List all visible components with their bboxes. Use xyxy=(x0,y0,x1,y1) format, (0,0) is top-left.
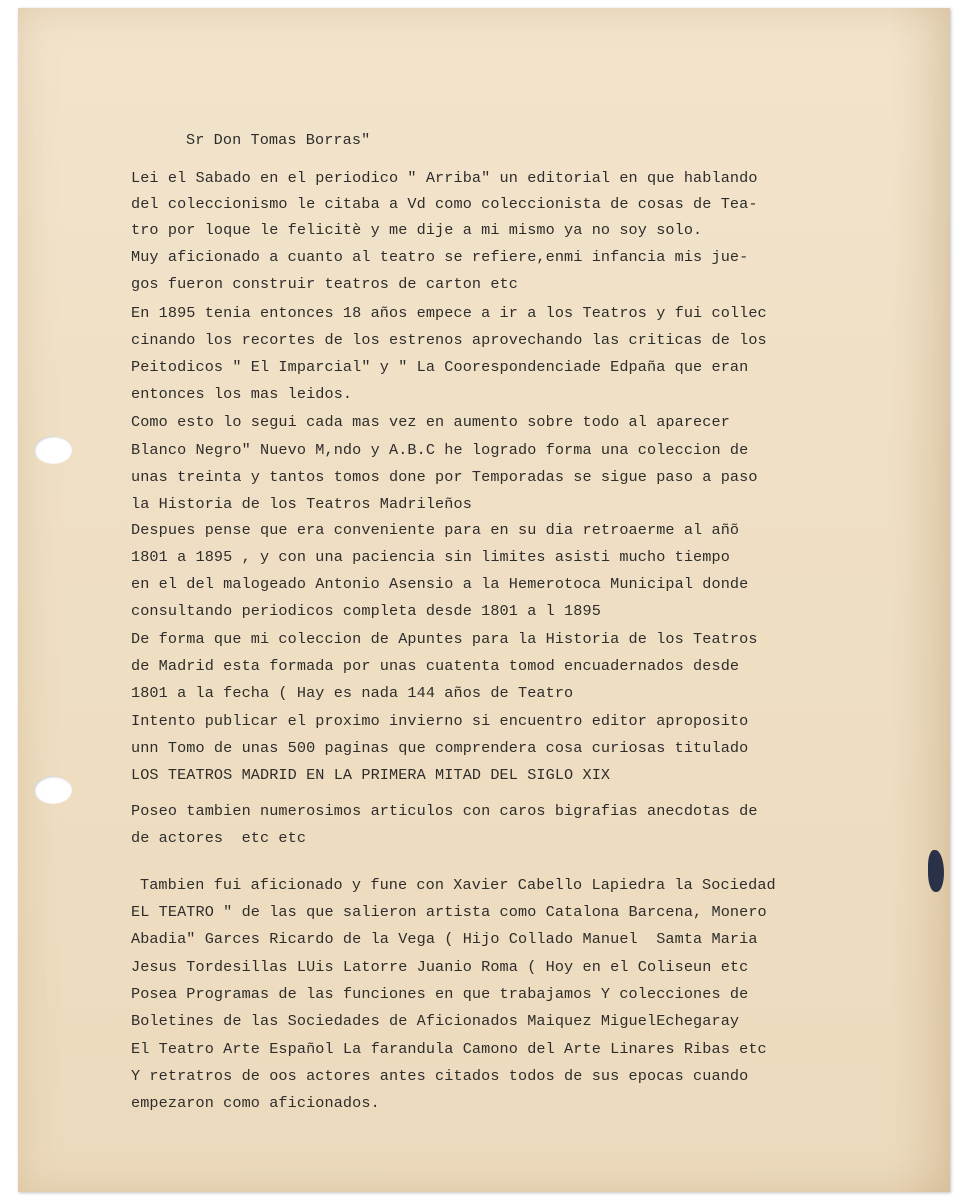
ink-blot xyxy=(928,850,944,892)
punch-hole-upper xyxy=(34,436,72,464)
letter-line: El Teatro Arte Español La farandula Camono del Arte Linares Ribas etc xyxy=(131,1040,767,1058)
letter-line: Blanco Negro" Nuevo M,ndo y A.B.C he logrado forma una coleccion de xyxy=(131,441,749,459)
letter-line: Boletines de las Sociedades de Aficionados Maiquez MiguelEchegaray xyxy=(131,1012,740,1030)
letter-line: empezaron como aficionados. xyxy=(131,1094,380,1112)
letter-line: Como esto lo segui cada mas vez en aumento sobre todo al aparecer xyxy=(131,413,730,431)
letter-line: 1801 a la fecha ( Hay es nada 144 años de Teatro xyxy=(131,684,574,702)
letter-line: 1801 a 1895 , y con una paciencia sin limites asisti mucho tiempo xyxy=(131,548,730,566)
letter-line: entonces los mas leidos. xyxy=(131,385,353,403)
letter-line: En 1895 tenia entonces 18 años empece a ir a los Teatros y fui collec xyxy=(131,304,767,322)
letter-line: EL TEATRO " de las que salieron artista como Catalona Barcena, Monero xyxy=(131,903,767,921)
letter-line: unas treinta y tantos tomos done por Temporadas se sigue paso a paso xyxy=(131,468,758,486)
letter-line: gos fueron construir teatros de carton etc xyxy=(131,275,518,293)
letter-line: de actores etc etc xyxy=(131,829,307,847)
letter-line: Peitodicos " El Imparcial" y " La Coorespondenciade Edpaña que eran xyxy=(131,358,749,376)
letter-line: De forma que mi coleccion de Apuntes para la Historia de los Teatros xyxy=(131,630,758,648)
letter-line: de Madrid esta formada por unas cuatenta tomod encuadernados desde xyxy=(131,657,740,675)
letter-line: Intento publicar el proximo invierno si encuentro editor aproposito xyxy=(131,712,749,730)
letter-line: cinando los recortes de los estrenos aprovechando las criticas de los xyxy=(131,331,767,349)
letter-line: Poseo tambien numerosimos articulos con caros bigrafias anecdotas de xyxy=(131,802,758,820)
letter-line: la Historia de los Teatros Madrileños xyxy=(131,495,472,513)
letter-line: Y retratros de oos actores antes citados todos de sus epocas cuando xyxy=(131,1067,749,1085)
letter-line: tro por loque le felicitè y me dije a mi mismo ya no soy solo. xyxy=(131,221,703,239)
salutation: Sr Don Tomas Borras" xyxy=(186,131,371,149)
letter-line: Muy aficionado a cuanto al teatro se refiere,enmi infancia mis jue- xyxy=(131,248,749,266)
letter-line: en el del malogeado Antonio Asensio a la Hemerotoca Municipal donde xyxy=(131,575,749,593)
letter-line: del coleccionismo le citaba a Vd como coleccionista de cosas de Tea- xyxy=(131,195,758,213)
letter-line: LOS TEATROS MADRID EN LA PRIMERA MITAD DEL SIGLO XIX xyxy=(131,766,611,784)
letter-line: unn Tomo de unas 500 paginas que comprendera cosa curiosas titulado xyxy=(131,739,749,757)
letter-line: Abadia" Garces Ricardo de la Vega ( Hijo Collado Manuel Samta Maria xyxy=(131,930,758,948)
punch-hole-lower xyxy=(34,776,72,804)
letter-line: Posea Programas de las funciones en que trabajamos Y colecciones de xyxy=(131,985,749,1003)
letter-line: Lei el Sabado en el periodico " Arriba" un editorial en que hablando xyxy=(131,169,758,187)
letter-line: Despues pense que era conveniente para en su dia retroaerme al añõ xyxy=(131,521,740,539)
letter-line: Jesus Tordesillas LUis Latorre Juanio Roma ( Hoy en el Coliseun etc xyxy=(131,958,749,976)
letter-line: Tambien fui aficionado y fune con Xavier Cabello Lapiedra la Sociedad xyxy=(140,876,776,894)
letter-line: consultando periodicos completa desde 1801 a l 1895 xyxy=(131,602,601,620)
